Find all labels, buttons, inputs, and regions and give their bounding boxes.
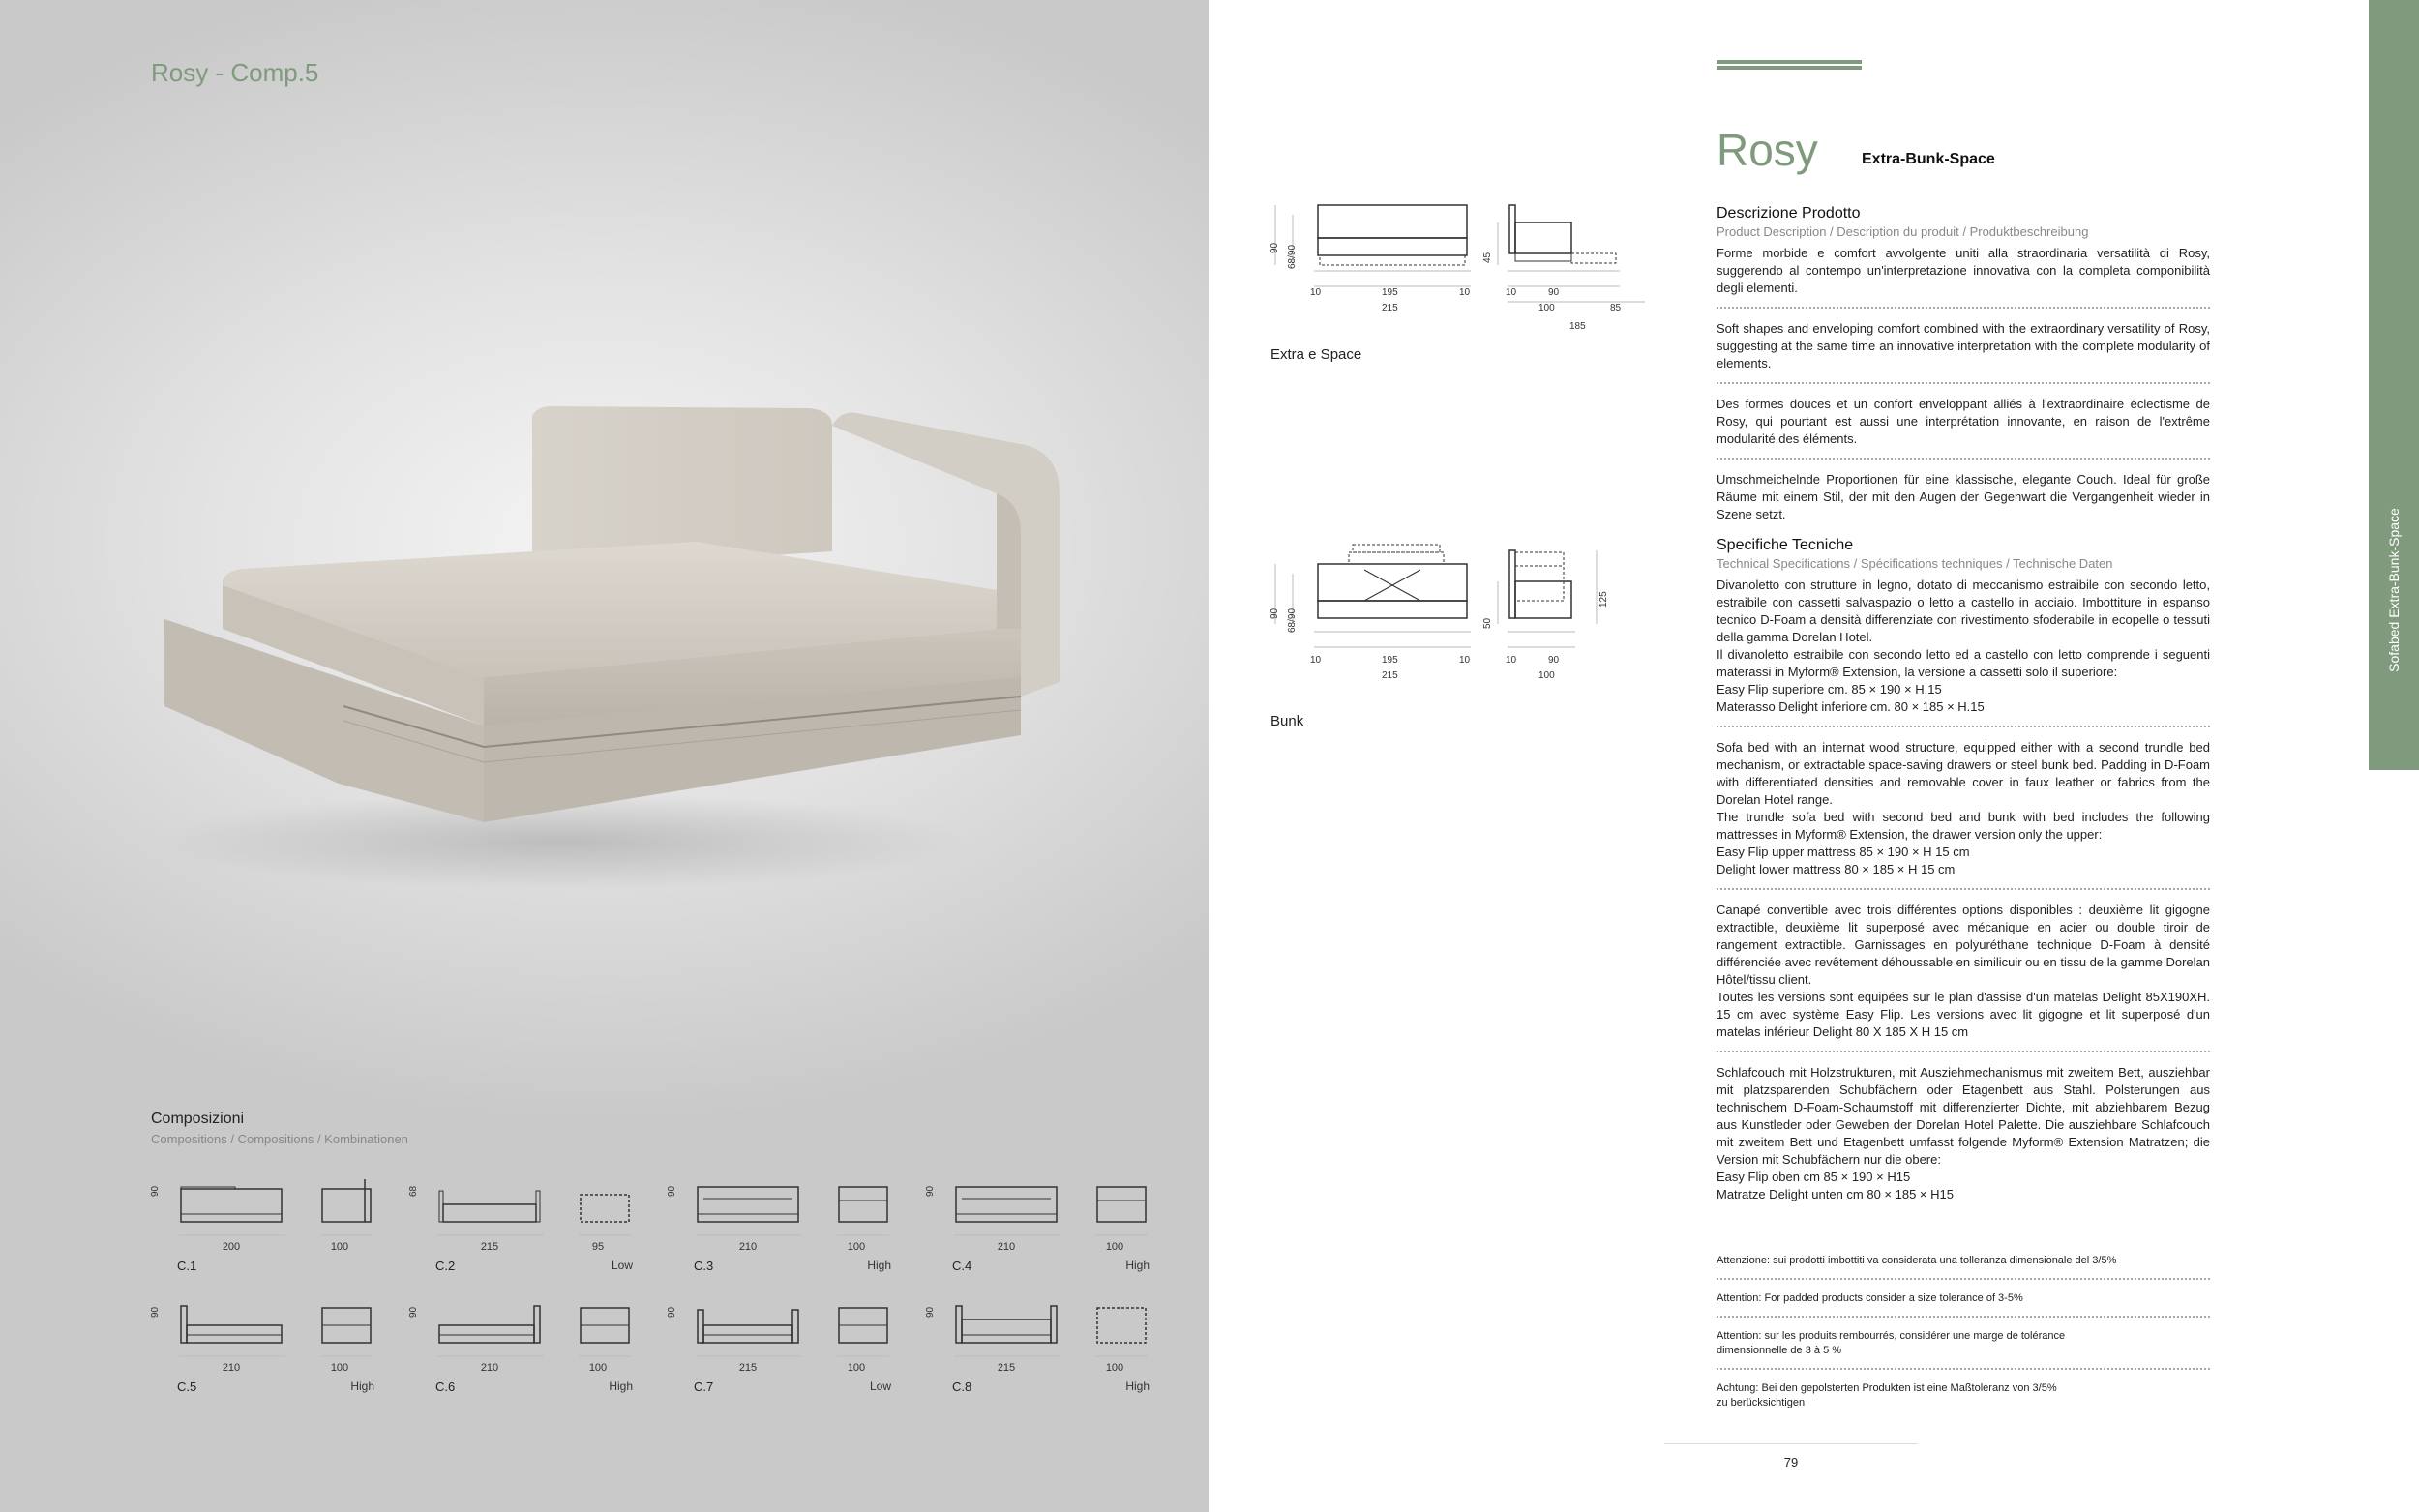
composition-height: 90 — [925, 1185, 936, 1197]
composition-width-side: 100 — [847, 1241, 866, 1253]
composition-c8 — [925, 1296, 1167, 1393]
bunk-dim-d3: 10 — [1459, 655, 1471, 666]
divider — [1717, 458, 2210, 460]
composition-variant: High — [609, 1379, 633, 1393]
composition-width-main: 210 — [222, 1362, 241, 1374]
bunk-dim-d5: 10 — [1506, 655, 1517, 666]
extra-dim-h2: 68/90 — [1287, 244, 1298, 269]
bunk-dim-d2: 195 — [1382, 655, 1398, 666]
composition-width-side: 100 — [1105, 1362, 1124, 1374]
composition-c1 — [150, 1175, 392, 1272]
composition-width-side: 95 — [591, 1241, 605, 1253]
note-de: Achtung: Bei den gepolsterten Produkten ist eine Maßtoleranz von 3/5% zu berücksichtigen — [1717, 1382, 2057, 1408]
page-number: 79 — [1783, 1455, 1799, 1469]
specs-fr: Canapé convertible avec trois différentes options disponibles : deuxième lit gigogne extractible, deuxième lit superposé avec mécanique en acier ou double tiroir de rangement extractible. Garnissages en polyuréthane technique D-Foam à densité différenciée avec revêtement déhoussable en similicuir ou en tissu de la gamme Dorelan Hôtel/tissu client. Toutes les versions sont equipées sur le plan d'assise d'un matelas Delight 85X190XH. 15 cm avec système Easy Flip. Les versions avec lit gigogne et lit superposé d'un matelas inférieur Delight 80 X 185 X H 15 cm — [1717, 903, 2210, 1039]
compositions-title: Composizioni — [151, 1111, 245, 1127]
description-heading: Descrizione Prodotto — [1717, 205, 1861, 222]
bunk-dim-h3: 50 — [1482, 617, 1493, 629]
specs-it: Divanoletto con strutture in legno, dotato di meccanismo estraibile con secondo letto, estraibile con cassetti salvaspazio o letto a castello in acciaio. Imbottiture in espanso tecnico D-Foam a densità differenziate con rivestimento sfoderabile in ecopelle o tessuti della gamma Dorelan Hotel. Il divanoletto estraibile con secondo letto ed a castello con letto comprende i seguenti materassi in Myform® Extension, la versione a cassetti solo il superiore: Easy Flip superiore cm. 85 × 190 × H.15 Materasso Delight inferiore cm. 80 × 185 × H.15 — [1717, 578, 2210, 714]
side-tab-label: Sofabed Extra-Bunk-Space — [2386, 508, 2402, 672]
bunk-dim-h4: 125 — [1598, 591, 1609, 608]
composition-width-side: 100 — [330, 1241, 349, 1253]
tolerance-notes — [1717, 1254, 2210, 1410]
specs-heading: Specifiche Tecniche — [1717, 537, 1854, 553]
composition-code: C.7 — [694, 1379, 714, 1394]
description-it: Forme morbide e comfort avvolgente uniti alla straordinaria versatilità di Rosy, suggerendo al contempo un'interpretazione innovativa con la completa componibilità degli elementi. — [1717, 246, 2210, 295]
composition-drawing — [408, 1175, 650, 1243]
composition-width-main: 215 — [997, 1362, 1016, 1374]
extra-dim-h1: 90 — [1269, 242, 1280, 253]
product-subtitle: Extra-Bunk-Space — [1862, 151, 1995, 167]
composition-drawing — [150, 1296, 392, 1364]
divider — [1717, 1368, 2210, 1370]
description-de: Umschmeichelnde Proportionen für eine klassische, elegante Couch. Ideal für große Räume mit einem Stil, der mit den Augen der Gegenwart die Vergangenheit wieder in Szene setzt. — [1717, 472, 2210, 521]
compositions-subtitle: Compositions / Compositions / Kombinationen — [151, 1132, 408, 1146]
footer-rule — [1664, 1443, 1918, 1444]
specs-de: Schlafcouch mit Holzstrukturen, mit Ausziehmechanismus mit zweitem Bett, ausziehbar mit platzsparenden Schubfächern oder Etagenbett aus Stahl. Polsterungen aus technischem D-Foam-Schaumstoff mit differenzierter Dichte, mit abziehbarem Bezug aus Kunstleder oder Geweben der Dorelan Hotel Palette. Die ausziehbare Schlafcouch mit zweitem Bett und Etagenbett umfasst folgende Myform® Extension Matratzen; die Version mit Schubfächern nur die obere: Easy Flip oben cm 85 × 190 × H15 Matratze Delight unten cm 80 × 185 × H15 — [1717, 1065, 2210, 1201]
composition-width-side: 100 — [1105, 1241, 1124, 1253]
composition-drawing — [667, 1296, 909, 1364]
composition-width-side: 100 — [847, 1362, 866, 1374]
composition-c5 — [150, 1296, 392, 1393]
composition-variant: Low — [869, 1379, 891, 1393]
divider — [1717, 726, 2210, 727]
bunk-dim-d4: 215 — [1382, 670, 1398, 681]
extra-dim-d6: 90 — [1548, 287, 1560, 298]
composition-c2 — [408, 1175, 650, 1272]
page-title: Rosy - Comp.5 — [151, 58, 319, 87]
extra-dim-d4: 215 — [1382, 303, 1398, 313]
extra-dim-d7: 100 — [1538, 303, 1555, 313]
extra-dim-h3: 45 — [1482, 252, 1493, 263]
composition-c7 — [667, 1296, 909, 1393]
composition-width-main: 210 — [997, 1241, 1016, 1253]
composition-width-side: 100 — [588, 1362, 608, 1374]
bunk-dim-d7: 100 — [1538, 670, 1555, 681]
composition-variant: High — [350, 1379, 374, 1393]
extra-dim-d5: 10 — [1506, 287, 1517, 298]
composition-width-main: 210 — [738, 1241, 758, 1253]
composition-height: 90 — [150, 1185, 161, 1197]
composition-height: 90 — [667, 1185, 677, 1197]
divider — [1717, 382, 2210, 384]
description-subheading: Product Description / Description du produit / Produktbeschreibung — [1717, 224, 2089, 239]
bunk-dim-d6: 90 — [1548, 655, 1560, 666]
composition-code: C.3 — [694, 1259, 714, 1273]
extra-dim-d8: 85 — [1610, 303, 1622, 313]
composition-width-main: 215 — [738, 1362, 758, 1374]
bunk-dim-d1: 10 — [1310, 655, 1322, 666]
extra-dim-d2: 195 — [1382, 287, 1398, 298]
composition-code: C.5 — [177, 1379, 197, 1394]
note-it: Attenzione: sui prodotti imbottiti va considerata una tolleranza dimensionale del 3/5% — [1717, 1255, 2117, 1266]
note-en: Attention: For padded products consider a size tolerance of 3-5% — [1717, 1292, 2023, 1304]
composition-width-main: 210 — [480, 1362, 499, 1374]
composition-drawing — [925, 1175, 1167, 1243]
divider — [1717, 1316, 2210, 1318]
composition-variant: Low — [611, 1259, 633, 1272]
composition-code: C.1 — [177, 1259, 197, 1273]
composition-height: 90 — [408, 1306, 419, 1318]
product-title: Rosy — [1717, 125, 1818, 175]
composition-c6 — [408, 1296, 650, 1393]
composition-code: C.8 — [952, 1379, 972, 1394]
text-column — [1717, 205, 2210, 1203]
composition-width-main: 200 — [222, 1241, 241, 1253]
composition-c3 — [667, 1175, 909, 1272]
divider — [1717, 307, 2210, 309]
bunk-diagram — [1268, 537, 1674, 692]
bunk-label: Bunk — [1270, 713, 1304, 729]
composition-height: 90 — [150, 1306, 161, 1318]
extra-dim-d3: 10 — [1459, 287, 1471, 298]
divider — [1717, 888, 2210, 890]
description-fr: Des formes douces et un confort enveloppant alliés à l'extraordinaire éclectisme de Rosy, qui pourtant est aussi une interprétation innovante, en raison de l'extrême modularité des éléments. — [1717, 397, 2210, 446]
extra-space-label: Extra e Space — [1270, 346, 1362, 363]
composition-height: 90 — [925, 1306, 936, 1318]
bunk-dim-h1: 90 — [1269, 608, 1280, 619]
specs-subheading: Technical Specifications / Spécifications techniques / Technische Daten — [1717, 556, 2113, 571]
composition-c4 — [925, 1175, 1167, 1272]
bunk-dim-h2: 68/90 — [1287, 608, 1298, 633]
extra-dim-d9: 185 — [1569, 321, 1586, 332]
composition-code: C.2 — [435, 1259, 456, 1273]
composition-drawing — [408, 1296, 650, 1364]
composition-drawing — [667, 1175, 909, 1243]
composition-drawing — [150, 1175, 392, 1243]
divider — [1717, 1051, 2210, 1052]
sofa-image — [155, 387, 1084, 890]
description-en: Soft shapes and enveloping comfort combined with the extraordinary versatility of Rosy, suggesting at the same time an innovative interpretation with the complete modularity of elements. — [1717, 321, 2210, 371]
composition-height: 90 — [667, 1306, 677, 1318]
composition-width-side: 100 — [330, 1362, 349, 1374]
extra-dim-d1: 10 — [1310, 287, 1322, 298]
composition-height: 68 — [408, 1185, 419, 1197]
divider — [1717, 1278, 2210, 1280]
note-fr: Attention: sur les produits rembourrés, considérer une marge de tolérance dimensionnelle de 3 à 5 % — [1717, 1330, 2066, 1356]
accent-rule — [1717, 60, 1862, 66]
composition-width-main: 215 — [480, 1241, 499, 1253]
composition-code: C.4 — [952, 1259, 972, 1273]
composition-variant: High — [1125, 1379, 1150, 1393]
composition-code: C.6 — [435, 1379, 456, 1394]
specs-en: Sofa bed with an internat wood structure, equipped either with a second trundle bed mechanism, or extractable space-saving drawers or steel bunk bed. Padding in D-Foam with differentiated densities and removable cover in faux leather or fabrics from the Dorelan Hotel range. The trundle sofa bed with second bed and bunk with bed includes the following mattresses in Myform® Extension, the drawer version only the upper: Easy Flip upper mattress 85 × 190 × H 15 cm Delight lower mattress 80 × 185 × H 15 cm — [1717, 740, 2210, 876]
composition-variant: High — [867, 1259, 891, 1272]
composition-drawing — [925, 1296, 1167, 1364]
composition-variant: High — [1125, 1259, 1150, 1272]
extra-space-diagram — [1268, 193, 1674, 339]
